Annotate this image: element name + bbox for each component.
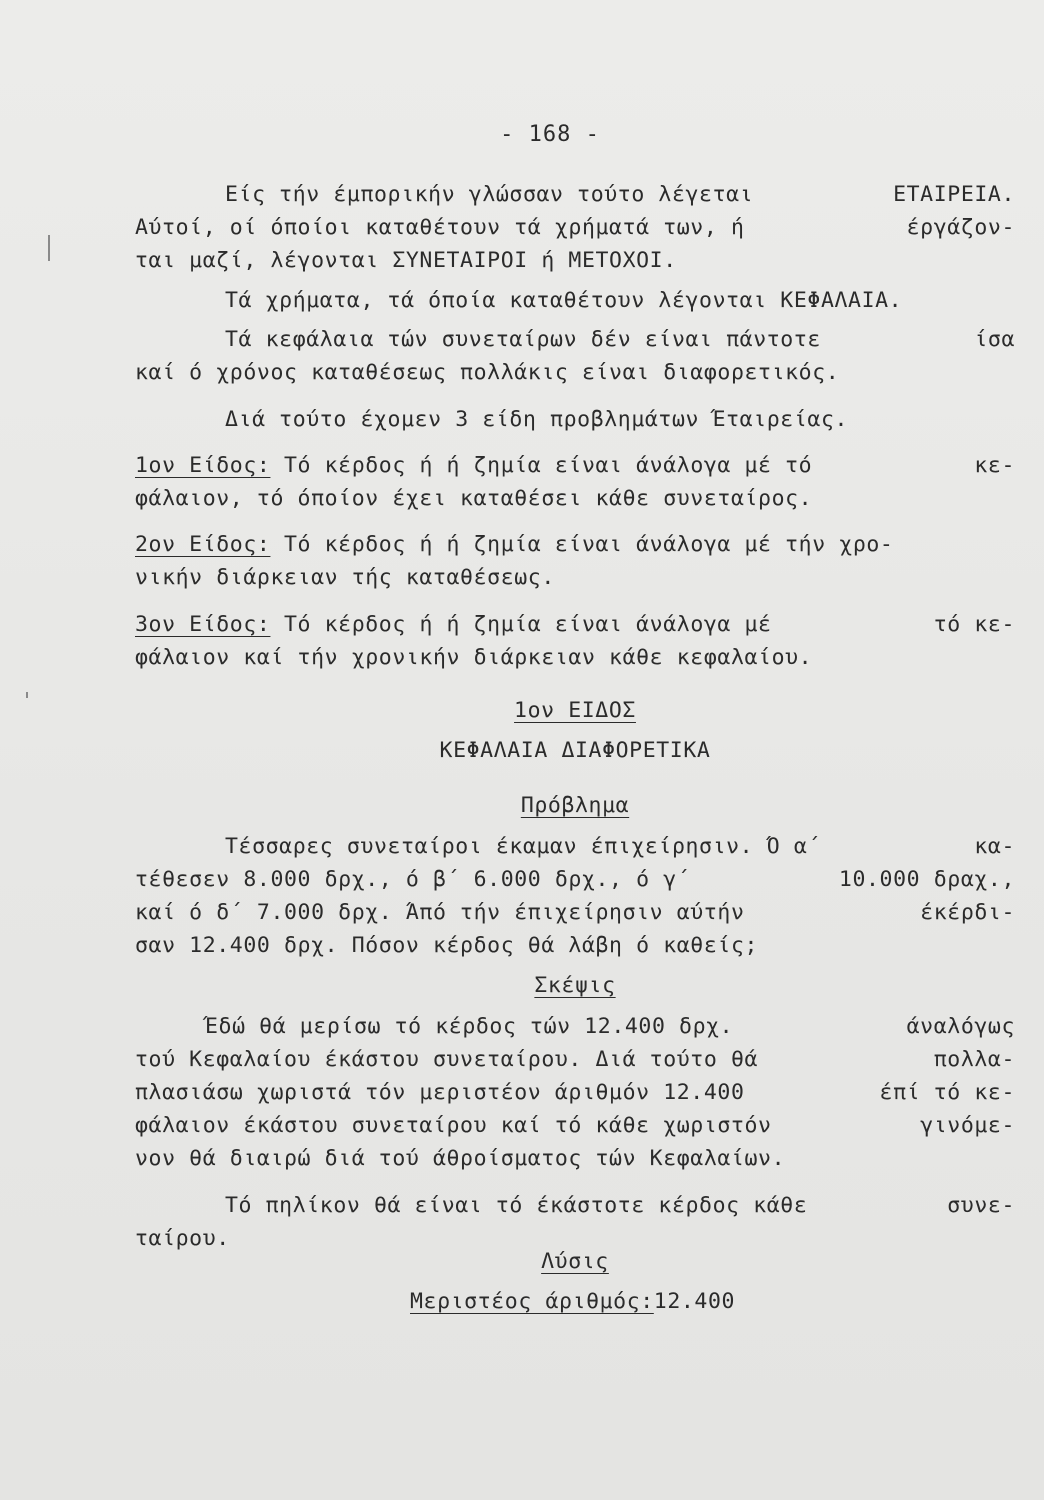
solution-dividend-line bbox=[135, 1291, 1044, 1313]
intro-line-3: ται μαζί, λέγονται ΣΥΝΕΤΑΙΡΟΙ ή ΜΕΤΟΧΟΙ. bbox=[135, 248, 677, 273]
kind-1-label: 1ον Είδος: bbox=[135, 453, 271, 478]
thought-line-4: φάλαιον έκάστου συνεταίρου καί τό κάθε χωριστόν γινόμε- bbox=[135, 1113, 1015, 1138]
kind-1-line-2: φάλαιον, τό όποίον έχει καταθέσει κάθε συνεταίρος. bbox=[135, 486, 813, 511]
intro-line-6: καί ό χρόνος καταθέσεως πολλάκις είναι διαφορετικός. bbox=[135, 360, 840, 385]
thought-line-5: νον θά διαιρώ διά τού άθροίσματος τών Κεφαλαίων. bbox=[135, 1146, 786, 1171]
kind-2-label: 2ον Είδος: bbox=[135, 532, 271, 557]
kind-3-line-2: φάλαιον καί τήν χρονικήν διάρκειαν κάθε κεφαλαίου. bbox=[135, 645, 813, 670]
kind-1-line-1: 1ον Είδος: Τό κέρδος ή ή ζημία είναι άνάλογα μέ τό κε- bbox=[135, 453, 1015, 478]
margin-mark bbox=[26, 692, 28, 698]
thought-line-3: πλασιάσω χωριστά τόν μεριστέον άριθμόν 12.400 έπί τό κε- bbox=[135, 1080, 1015, 1105]
problem-heading: Πρόβλημα bbox=[520, 793, 630, 818]
problem-line-3: καί ό δ΄ 7.000 δρχ. Άπό τήν έπιχείρησιν αύτήν έκέρδι- bbox=[135, 900, 1015, 925]
section-title-line bbox=[135, 700, 1015, 722]
kind-3-line-1: 3ον Είδος: Τό κέρδος ή ή ζημία είναι άνάλογα μέ τό κε- bbox=[135, 612, 1015, 637]
thought-line-6: Τό πηλίκον θά είναι τό έκάστοτε κέρδος κάθε συνε- bbox=[225, 1193, 1015, 1218]
intro-line-5: Τά κεφάλαια τών συνεταίρων δέν είναι πάντοτε ίσα bbox=[225, 327, 1015, 352]
section-subtitle: ΚΕΦΑΛΑΙΑ ΔΙΑΦΟΡΕΤΙΚΑ bbox=[439, 738, 711, 763]
solution-heading-line bbox=[135, 1251, 1015, 1273]
problem-line-4: σαν 12.400 δρχ. Πόσον κέρδος θά λάβη ό καθείς; bbox=[135, 933, 759, 958]
problem-line-1: Τέσσαρες συνεταίροι έκαμαν έπιχείρησιν. Ό α΄ κα- bbox=[225, 834, 1015, 859]
kind-2-line-1: 2ον Είδος: Τό κέρδος ή ή ζημία είναι άνάλογα μέ τήν χρο- bbox=[135, 532, 894, 557]
intro-line-2: Αύτοί, οί όποίοι καταθέτουν τά χρήματά των, ή έργάζον- bbox=[135, 215, 1015, 240]
section-title: 1ον ΕΙΔΟΣ bbox=[514, 698, 636, 723]
kind-3-label: 3ον Είδος: bbox=[135, 612, 271, 637]
intro-line-7: Διά τούτο έχομεν 3 είδη προβλημάτων Έταιρείας. bbox=[225, 407, 849, 432]
problem-heading-line bbox=[135, 795, 1015, 817]
kind-2-line-2: νικήν διάρκειαν τής καταθέσεως. bbox=[135, 565, 555, 590]
intro-line-1: Είς τήν έμπορικήν γλώσσαν τούτο λέγεται ΕΤΑΙΡΕΙΑ. bbox=[225, 182, 1015, 207]
thought-line-2: τού Κεφαλαίου έκάστου συνεταίρου. Διά τούτο θά πολλα- bbox=[135, 1047, 1015, 1072]
dividend-value: 12.400 bbox=[653, 1289, 736, 1314]
thought-heading-line bbox=[135, 975, 1015, 997]
thought-heading: Σκέψις bbox=[534, 973, 616, 998]
intro-line-4: Τά χρήματα, τά όποία καταθέτουν λέγονται ΚΕΦΑΛΑΙΑ. bbox=[225, 288, 903, 313]
thought-line-1: Έδώ θά μερίσω τό κέρδος τών 12.400 δρχ. άναλόγως bbox=[205, 1014, 1015, 1039]
solution-heading: Λύσις bbox=[541, 1249, 609, 1274]
dividend-label: Μεριστέος άριθμός: bbox=[410, 1289, 654, 1314]
page-number: - 168 - bbox=[500, 122, 600, 147]
thought-line-7: ταίρου. bbox=[135, 1226, 230, 1251]
problem-line-2: τέθεσεν 8.000 δρχ., ό β΄ 6.000 δρχ., ό γ΄ 10.000 δραχ., bbox=[135, 867, 1015, 892]
margin-mark bbox=[48, 235, 50, 261]
